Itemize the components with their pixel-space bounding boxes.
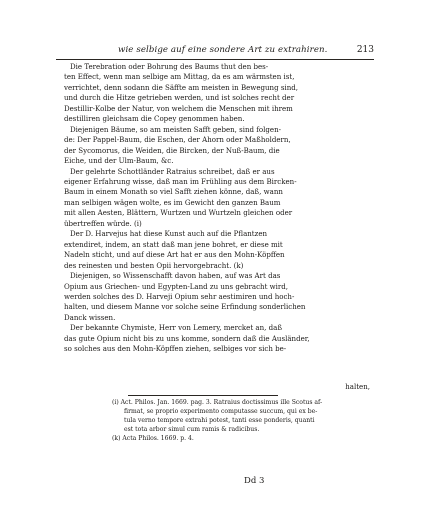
main-text — [64, 62, 369, 355]
text-line: Eiche, und der Ulm-Baum, &c. — [64, 156, 174, 166]
text-line: Der bekannte Chymiste, Herr von Lemery, mercket an, daß — [70, 323, 283, 333]
text-line: Nadeln sticht, und auf diese Art hat er aus den Mohn-Köpffen — [64, 250, 285, 260]
page-number: 213 — [356, 45, 374, 55]
text-line: destilliren gleichsam die Copey genommen haben. — [64, 114, 245, 124]
text-line: ten Effect, wenn man selbige am Mittag, da es am wärmsten ist, — [64, 72, 295, 82]
signature-mark: Dd 3 — [244, 476, 265, 486]
text-line: und durch die Hitze getrieben werden, und ist solches recht der — [64, 93, 295, 103]
text-line: de: Der Pappel-Baum, die Eschen, der Ahorn oder Maßholdern, — [64, 135, 291, 145]
text-line: halten, und diesem Manne vor solche seine Erfindung sonderlichen — [64, 302, 306, 312]
footnote-line: (k) Acta Philos. 1669. p. 4. — [112, 435, 194, 443]
text-line: so solches aus den Mohn-Köpffen ziehen, selbiges vor sich be- — [64, 344, 287, 354]
paragraph — [64, 62, 369, 125]
text-line: mit allen Aesten, Blättern, Wurtzen und Wurtzeln gleichen oder — [64, 208, 293, 218]
text-line: Diejenigen Bäume, so am meisten Safft geben, sind folgen- — [70, 124, 282, 134]
text-line: Danck wissen. — [64, 312, 116, 322]
running-title: wie selbige auf eine sondere Art zu extrahiren. — [118, 45, 328, 55]
text-line: übertreffen würde. (i) — [64, 218, 142, 228]
text-line: werden solches des D. Harveji Opium sehr aestimiren und hoch- — [64, 291, 295, 301]
footnote-line: est tota arbor simul cum ramis & radicibus. — [124, 426, 260, 434]
footnotes — [112, 398, 369, 443]
catchword: halten, — [345, 382, 370, 391]
footnote-line: firmat, se proprio experimento computasse succum, qui ex be- — [124, 408, 318, 416]
text-line: das gute Opium nicht bis zu uns komme, sondern daß die Ausländer, — [64, 333, 310, 343]
text-line: Destillir-Kolbe der Natur, von welchem die Menschen mit ihrem — [64, 103, 293, 113]
footnote-rule — [128, 395, 278, 396]
text-line: Der gelehrte Schottländer Ratraius schreibet, daß er aus — [70, 166, 275, 176]
paragraph — [64, 167, 369, 230]
text-line: verrichtet, denn sodann die Säffte am meisten in Bewegung sind, — [64, 82, 298, 92]
text-line: Der D. Harvejus hat diese Kunst auch auf die Pflantzen — [70, 229, 268, 239]
text-line: eigener Erfahrung wisse, daß man im Frühling aus dem Bircken- — [64, 176, 297, 186]
text-line: Baum in einem Monath so viel Safft ziehen könne, daß, wann — [64, 187, 283, 197]
paragraph — [64, 229, 369, 271]
text-line: Diejenigen, so Wissenschafft davon haben, auf was Art das — [70, 271, 281, 281]
paragraph — [64, 125, 369, 167]
text-line: der Sycomorus, die Weiden, die Bircken, der Nuß-Baum, die — [64, 145, 280, 155]
running-header — [56, 45, 374, 60]
text-line: Opium aus Griechen- und Egypten-Land zu uns gebracht wird, — [64, 281, 289, 291]
text-line: des reinesten und besten Opii hervorgebracht. (k) — [64, 260, 244, 270]
paragraph — [64, 271, 369, 323]
text-line: extendiret, indem, an statt daß man jene bohret, er diese mit — [64, 239, 283, 249]
text-line: Die Terebration oder Bohrung des Baums thut den bes- — [70, 62, 269, 71]
footnote-line: tula verno tempore extrahi potest, tanti esse ponderis, quanti — [124, 417, 315, 425]
footnote-line: (i) Act. Philos. Jan. 1669. pag. 3. Ratraius doctissimus ille Scotus af- — [112, 399, 323, 406]
paragraph — [64, 323, 369, 354]
text-line: man selbigen wägen wolte, es im Gewicht den ganzen Baum — [64, 197, 281, 207]
